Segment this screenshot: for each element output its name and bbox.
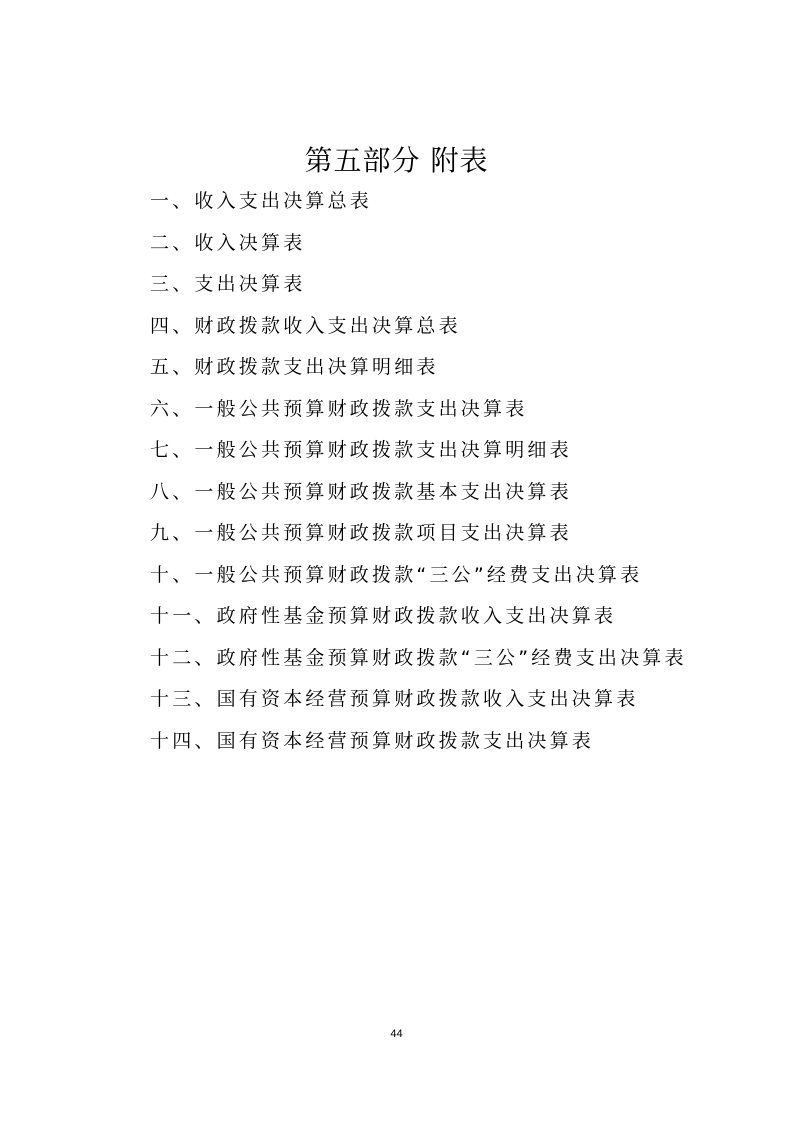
list-item: 十四、国有资本经营预算财政拨款支出决算表: [150, 729, 595, 752]
appendix-list: [150, 184, 687, 765]
list-item: 三、支出决算表: [150, 273, 306, 295]
list-item: 八、一般公共预算财政拨款基本支出决算表: [150, 480, 572, 503]
list-item: 十、一般公共预算财政拨款“三公”经费支出决算表: [150, 563, 643, 586]
page-title: 第五部分 附表: [304, 144, 489, 177]
list-item: 七、一般公共预算财政拨款支出决算明细表: [150, 439, 572, 461]
list-item: 二、收入决算表: [150, 231, 306, 254]
list-item: 五、财政拨款支出决算明细表: [150, 356, 439, 378]
page-number: 44: [390, 1028, 403, 1040]
list-item: 六、一般公共预算财政拨款支出决算表: [150, 397, 528, 420]
list-item: 四、财政拨款收入支出决算总表: [150, 314, 461, 337]
list-item: 一、收入支出决算总表: [150, 190, 373, 212]
list-item: 十一、政府性基金预算财政拨款收入支出决算表: [150, 605, 617, 627]
list-item: 十二、政府性基金预算财政拨款“三公”经费支出决算表: [150, 646, 687, 669]
list-item: 十三、国有资本经营预算财政拨款收入支出决算表: [150, 688, 639, 710]
list-item: 九、一般公共预算财政拨款项目支出决算表: [150, 522, 572, 544]
